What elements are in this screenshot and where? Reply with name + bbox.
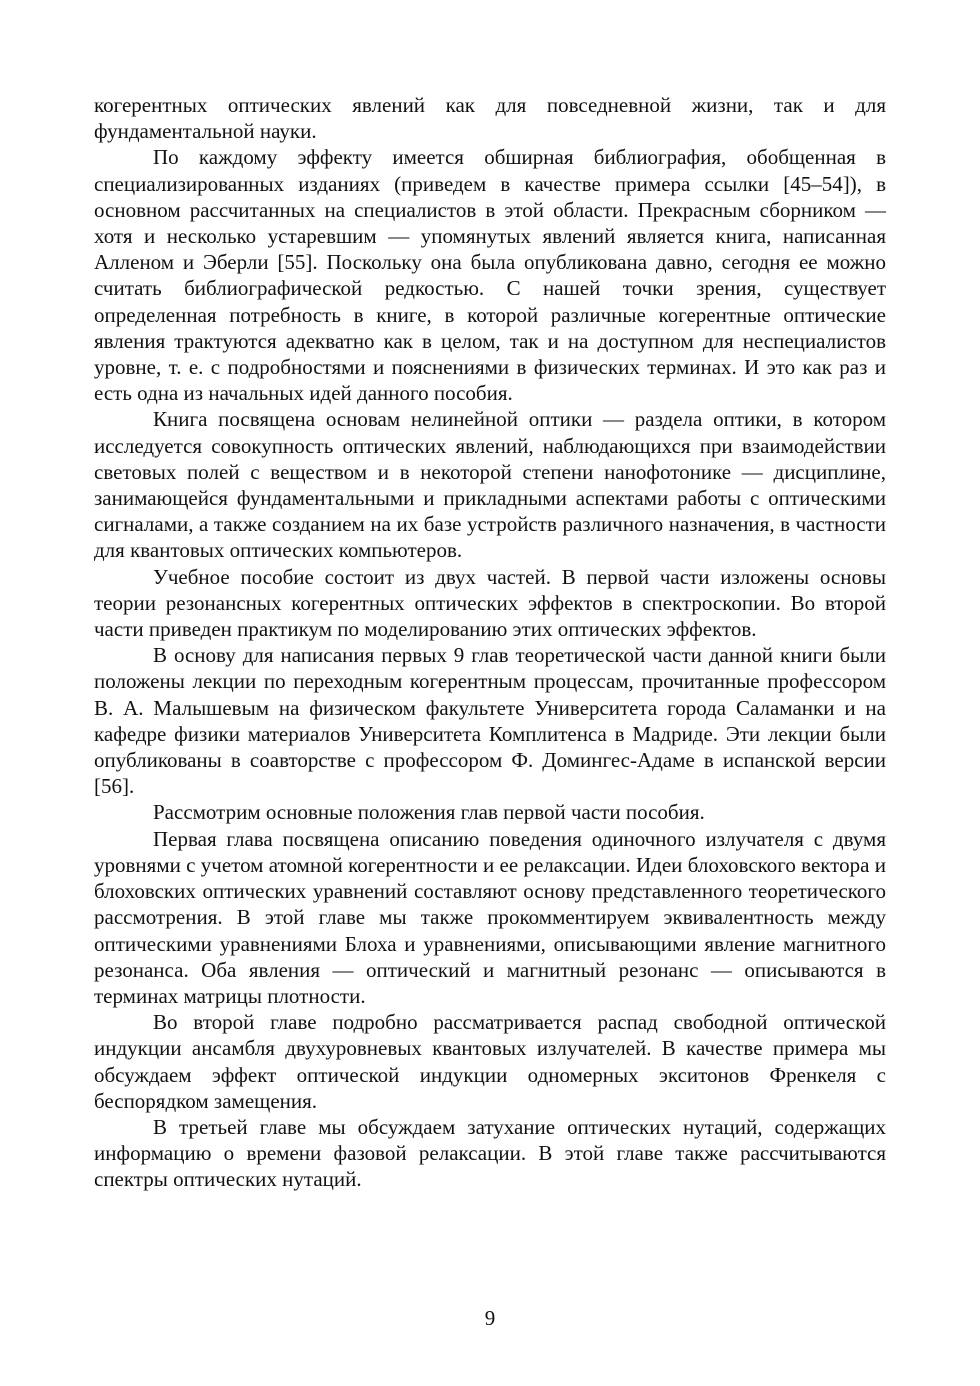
paragraph-chapter-one: Первая глава посвящена описанию поведения одиночного излучателя с двумя уровнями с учетом атомной когерентности и ее релаксации. Идеи блоховского вектора и блоховских оптических уравнений составляют основу представленного теоретического рассмотрения. В этой главе мы также прокомментируем эквивалентность между оптическими уравнениями Блоха и уравнениями, описывающими явление магнитного резонанса. Оба явления — оптический и магнитный резонанс — описываются в терминах матрицы плотности. — [94, 826, 886, 1008]
page-number: 9 — [484, 1306, 496, 1330]
paragraph-nonlinear-optics: Книга посвящена основам нелинейной оптики — раздела оптики, в котором исследуется совокупность оптических явлений, наблюдающихся при взаимодействии световых полей с веществом и в некоторой степени нанофотонике — дисциплине, занимающейся фундаментальными и прикладными аспектами работы с оптическими сигналами, а также созданием на их базе устройств различного назначения, в частности для квантовых оптических компьютеров. — [94, 407, 886, 563]
paragraph-lectures: В основу для написания первых 9 глав теоретической части данной книги были положены лекции по переходным когерентным процессам, прочитанные профессором В. А. Малышевым на физическом факультете Университета города Саламанки и на кафедре физики материалов Университета Комплитенса в Мадриде. Эти лекции были опубликованы в соавторстве с профессором Ф. Домингес-Адаме в испанской версии [56]. — [94, 643, 886, 799]
paragraph-structure: Учебное пособие состоит из двух частей. В первой части изложены основы теории резонансных когерентных оптических эффектов в спектроскопии. Во второй части приведен практикум по моделированию этих оптических эффектов. — [94, 564, 886, 642]
paragraph-chapter-three: В третьей главе мы обсуждаем затухание оптических нутаций, содержащих информацию о времени фазовой релаксации. В этой главе также рассчитываются спектры оптических нутаций. — [94, 1114, 886, 1192]
paragraph-chapter-two: Во второй главе подробно рассматривается распад свободной оптической индукции ансамбля двухуровневых квантовых излучателей. В качестве примера мы обсуждаем эффект оптической индукции одномерных экситонов Френкеля с беспорядком замещения. — [94, 1010, 886, 1113]
paragraph-bibliography: По каждому эффекту имеется обширная библиография, обобщенная в специализированных изданиях (приведем в качестве примера ссылки [45–54]), в основном рассчитанных на специалистов в этой области. Прекрасным сборником — хотя и несколько устаревшим — упомянутых явлений является книга, написанная Алленом и Эберли [55]. Поскольку она была опубликована давно, сегодня ее можно считать библиографической редкостью. С нашей точки зрения, существует определенная потребность в книге, в которой различные когерентные оптические явления трактуются адекватно как в целом, так и на доступном для неспециалистов уровне, т. е. с подробностями и пояснениями в физических терминах. И это как раз и есть одна из начальных идей данного пособия. — [94, 145, 886, 406]
body-text — [94, 92, 886, 1193]
paragraph-continuation: когерентных оптических явлений как для повседневной жизни, так и для фундаментальной науки. — [94, 93, 886, 144]
paragraph-overview: Рассмотрим основные положения глав первой части пособия. — [153, 800, 705, 825]
